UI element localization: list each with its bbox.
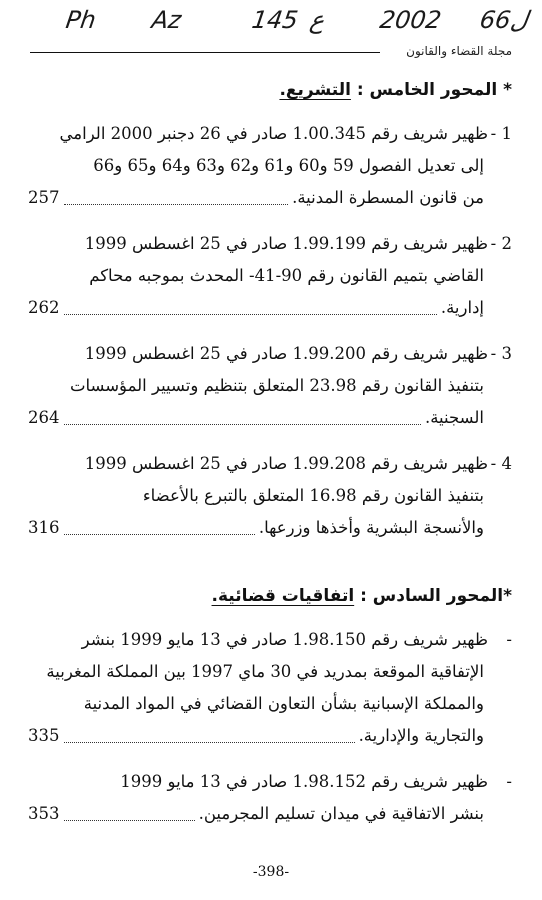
item-number: 4 - — [490, 454, 512, 473]
item-last-line — [28, 292, 512, 324]
item-text: ظهير شريف رقم 1.99.199 صادر في 25 اغسطس 1999 — [84, 234, 488, 253]
page-number: -398- — [252, 864, 290, 880]
dot-leader — [64, 742, 355, 743]
page-reference: 257 — [28, 188, 60, 207]
page-reference: 353 — [28, 804, 60, 823]
section-legislation — [28, 80, 512, 544]
list-item — [28, 624, 512, 752]
item-text: ظهير شريف رقم 1.99.208 صادر في 25 اغسطس 1999 — [84, 454, 488, 473]
item-text: إدارية. — [440, 298, 484, 317]
page-content — [28, 80, 512, 844]
journal-title: مجلة القضاء والقانون — [406, 44, 512, 58]
handwritten-note: Ph — [64, 6, 98, 34]
item-text: ظهير شريف رقم 1.98.150 صادر في 13 مايو 1999 بنشر — [81, 630, 488, 649]
list-item — [28, 766, 512, 830]
item-line — [28, 766, 512, 798]
item-text: من قانون المسطرة المدنية. — [292, 188, 484, 207]
dot-leader — [64, 820, 195, 821]
item-number: 3 - — [490, 344, 512, 363]
item-last-line — [28, 798, 512, 830]
item-number: 1 - — [490, 124, 512, 143]
page-reference: 264 — [28, 408, 60, 427]
section-heading-prefix: *المحور السادس : — [354, 586, 512, 606]
page-reference: 316 — [28, 518, 60, 537]
section-heading-text: اتفاقيات قضائية. — [211, 586, 355, 606]
item-last-line — [28, 512, 512, 544]
item-line — [28, 228, 512, 260]
item-list — [28, 624, 512, 830]
dot-leader — [64, 204, 289, 205]
item-number: 2 - — [490, 234, 512, 253]
handwritten-note: ع — [308, 6, 327, 34]
list-item — [28, 448, 512, 544]
section-gap — [28, 558, 512, 586]
item-last-line — [28, 402, 512, 434]
item-text: والتجارية والإدارية. — [358, 726, 484, 745]
item-line: بتنفيذ القانون رقم 23.98 المتعلق بتنظيم وتسيير المؤسسات — [69, 376, 484, 395]
dot-leader — [64, 534, 255, 535]
item-line — [28, 624, 512, 656]
item-line — [28, 338, 512, 370]
item-number: - — [506, 630, 512, 649]
handwritten-annotations — [0, 4, 542, 44]
item-line: إلى تعديل الفصول 59 و60 و61 و62 و63 و64 و65 و66 — [93, 156, 484, 175]
item-line — [28, 118, 512, 150]
header-rule — [30, 52, 380, 53]
list-item — [28, 118, 512, 214]
handwritten-note: 145 — [250, 6, 300, 34]
item-text: ظهير شريف رقم 1.99.200 صادر في 25 اغسطس 1999 — [84, 344, 488, 363]
list-item — [28, 228, 512, 324]
item-last-line — [28, 182, 512, 214]
handwritten-note: 66ل — [478, 6, 530, 34]
item-text: والأنسجة البشرية وأخذها وزرعها. — [258, 518, 484, 537]
section-heading-prefix: * المحور الخامس : — [350, 80, 512, 100]
page-reference: 335 — [28, 726, 60, 745]
section-heading — [28, 586, 512, 606]
handwritten-note: Az — [150, 6, 183, 34]
item-text: السجنية. — [424, 408, 484, 427]
item-number: - — [506, 772, 512, 791]
item-text: ظهير شريف رقم 1.00.345 صادر في 26 دجنبر 2000 الرامي — [59, 124, 488, 143]
section-judicial-agreements — [28, 586, 512, 830]
item-line — [28, 448, 512, 480]
section-heading — [28, 80, 512, 100]
item-last-line — [28, 720, 512, 752]
item-list — [28, 118, 512, 544]
item-text: ظهير شريف رقم 1.98.152 صادر في 13 مايو 1999 — [120, 772, 488, 791]
section-heading-text: التشريع. — [279, 80, 351, 100]
item-line: الإتفاقية الموقعة بمدريد في 30 ماي 1997 بين المملكة المغربية — [46, 662, 484, 681]
item-line: القاضي بتميم القانون رقم 90-41- المحدث بموجبه محاكم — [89, 266, 484, 285]
item-line: بتنفيذ القانون رقم 16.98 المتعلق بالتبرع بالأعضاء — [142, 486, 484, 505]
page-reference: 262 — [28, 298, 60, 317]
item-line: والمملكة الإسبانية بشأن التعاون القضائي في المواد المدنية — [83, 694, 484, 713]
list-item — [28, 338, 512, 434]
handwritten-note: 2002 — [378, 6, 444, 34]
dot-leader — [64, 424, 421, 425]
dot-leader — [64, 314, 437, 315]
item-text: بنشر الاتفاقية في ميدان تسليم المجرمين. — [198, 804, 484, 823]
